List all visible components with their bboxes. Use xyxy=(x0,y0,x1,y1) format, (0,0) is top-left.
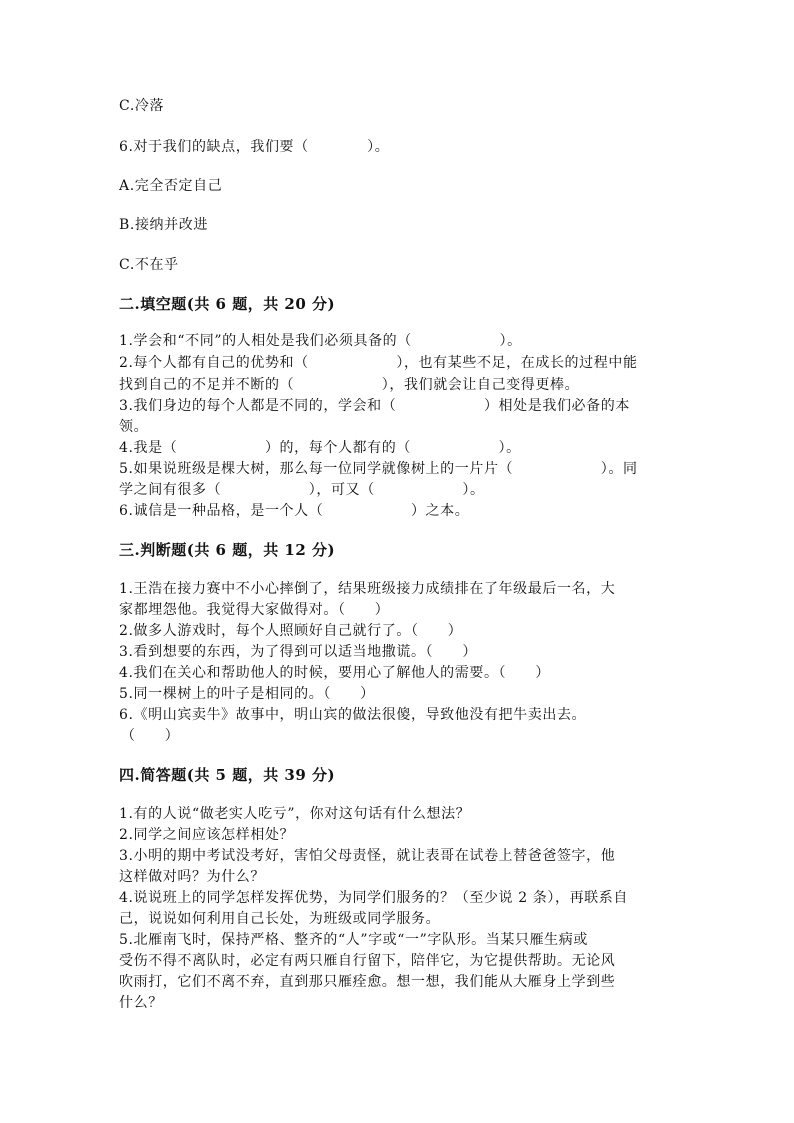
fill-blank-line: 领。 xyxy=(119,419,149,435)
fill-blank-line: 找到自己的不足并不断的（ ），我们就会让自己变得更棒。 xyxy=(119,377,580,393)
question-6-stem: 6.对于我们的缺点，我们要（ ）。 xyxy=(119,139,390,155)
short-answer-line: 己，说说如何利用自己长处，为班级或同学服务。 xyxy=(119,911,441,927)
fill-blank-line: 学之间有很多（ ），可又（ ）。 xyxy=(119,482,485,498)
fill-blank-line: 1.学会和“不同”的人相处是我们必须具备的（ ）。 xyxy=(119,333,522,349)
short-answer-line: 1.有的人说“做老实人吃亏”，你对这句话有什么想法？ xyxy=(119,806,471,822)
section-short-answer-heading: 四.简答题(共 5 题，共 39 分) xyxy=(119,766,336,784)
short-answer-line: 这样做对吗？为什么？ xyxy=(119,869,265,885)
true-false-line: 3.看到想要的东西，为了得到可以适当地撒谎。（ ） xyxy=(119,644,477,660)
question-6-option-b: B.接纳并改进 xyxy=(119,217,208,233)
true-false-line: 2.做多人游戏时，每个人照顾好自己就行了。（ ） xyxy=(119,623,463,639)
question-6-option-a: A.完全否定自己 xyxy=(119,178,223,194)
section-true-false-heading: 三.判断题(共 6 题，共 12 分) xyxy=(119,541,336,559)
true-false-line: 家都埋怨他。我觉得大家做得对。（ ） xyxy=(119,602,390,618)
fill-blank-line: 4.我是（ ）的，每个人都有的（ ）。 xyxy=(119,440,521,456)
short-answer-line: 4.说说班上的同学怎样发挥优势，为同学们服务的？（至少说 2 条），再联系自 xyxy=(119,890,628,906)
short-answer-line: 3.小明的期中考试没考好，害怕父母责怪，就让表哥在试卷上替爸爸签字，他 xyxy=(119,848,616,864)
true-false-line: 1.王浩在接力赛中不小心摔倒了，结果班级接力成绩排在了年级最后一名，大 xyxy=(119,581,616,597)
short-answer-line: 5.北雁南飞时，保持严格、整齐的“人”字或“一”字队形。当某只雁生病或 xyxy=(119,932,588,948)
fill-blank-line: 6.诚信是一种品格，是一个人（ ）之本。 xyxy=(119,503,470,519)
fill-blank-line: 5.如果说班级是棵大树，那么每一位同学就像树上的一片片（ ）。同 xyxy=(119,461,638,477)
short-answer-line: 吹雨打，它们不离不弃，直到那只雁痊愈。想一想，我们能从大雁身上学到些 xyxy=(119,974,616,990)
fill-blank-line: 3.我们身边的每个人都是不同的，学会和（ ）相处是我们必备的本 xyxy=(119,398,630,414)
section-fill-blank-heading: 二.填空题(共 6 题，共 20 分) xyxy=(119,295,336,313)
true-false-line: 6.《明山宾卖牛》故事中，明山宾的做法很傻，导致他没有把牛卖出去。 xyxy=(119,707,587,723)
true-false-line: （ ） xyxy=(121,728,180,744)
short-answer-line: 2.同学之间应该怎样相处？ xyxy=(119,827,295,843)
true-false-line: 5.同一棵树上的叶子是相同的。（ ） xyxy=(119,686,375,702)
short-answer-line: 什么？ xyxy=(119,995,163,1011)
prev-option-c: C.冷落 xyxy=(119,98,165,114)
true-false-line: 4.我们在关心和帮助他人的时候，要用心了解他人的需要。（ ） xyxy=(119,665,550,681)
fill-blank-line: 2.每个人都有自己的优势和（ ），也有某些不足，在成长的过程中能 xyxy=(119,355,638,371)
short-answer-line: 受伤不得不离队时，必定有两只雁自行留下，陪伴它，为它提供帮助。无论风 xyxy=(119,953,616,969)
question-6-option-c: C.不在乎 xyxy=(119,257,179,273)
